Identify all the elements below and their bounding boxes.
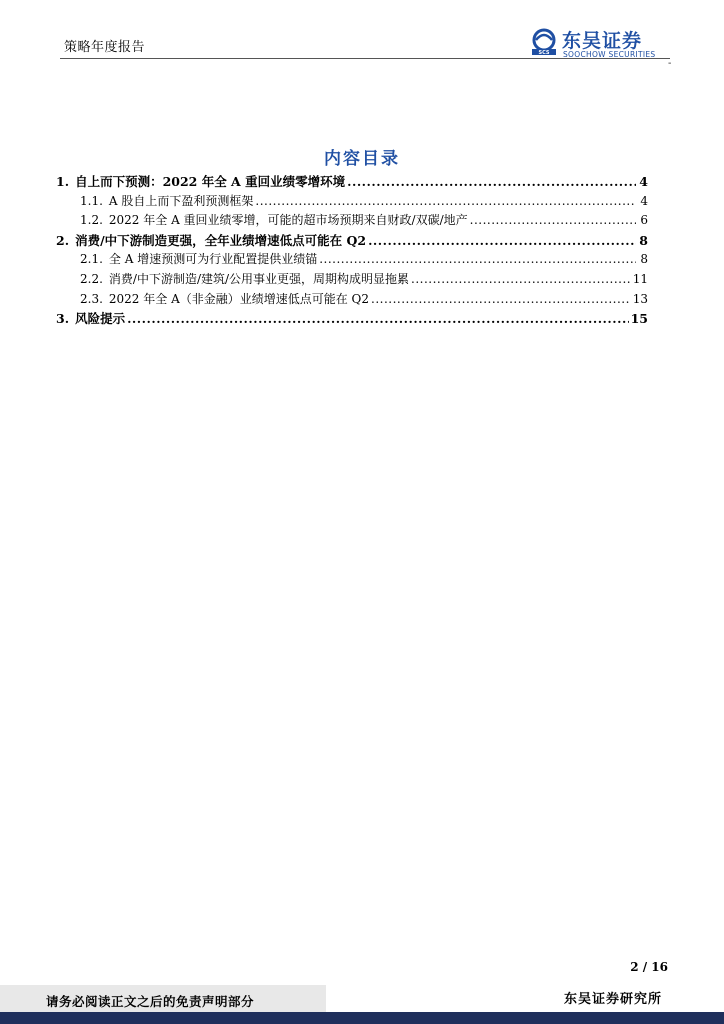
report-type-label: 策略年度报告 [64, 40, 146, 55]
toc-entry-number: 2.3. [80, 291, 103, 306]
toc-entry-page: 8 [640, 252, 648, 267]
toc-title: 内容目录 [324, 149, 400, 169]
toc-entry[interactable] [56, 290, 648, 310]
toc-entry[interactable] [56, 250, 648, 270]
company-logo [530, 26, 680, 62]
footer-bar [0, 1012, 724, 1024]
toc-entry[interactable] [56, 270, 648, 290]
toc-entry[interactable] [56, 172, 648, 192]
toc-entry-number: 3. [56, 311, 70, 327]
toc-entry-text: 风险提示 [75, 311, 126, 327]
toc-entry[interactable] [56, 309, 648, 329]
toc-leader-dots [319, 250, 636, 270]
toc-leader-dots [347, 172, 636, 192]
header-dash: - [668, 58, 672, 69]
toc-leader-dots [411, 270, 631, 290]
toc-entry[interactable] [56, 192, 648, 212]
footer-disclaimer: 请务必阅读正文之后的免责声明部分 [46, 994, 255, 1009]
toc-entry-page: 15 [630, 311, 648, 327]
toc-entry-text: 2022 年全 A（非金融）业绩增速低点可能在 Q2 [108, 291, 370, 306]
header-divider [60, 58, 670, 59]
toc-entry-page: 11 [632, 271, 648, 286]
toc-entry-number: 1. [56, 174, 70, 189]
toc-entry-text: 消费/中下游制造/建筑/公用事业更强，周期构成明显拖累 [108, 271, 410, 286]
table-of-contents [56, 172, 648, 329]
toc-leader-dots [255, 192, 636, 212]
toc-entry-text: 2022 年全 A 重回业绩零增，可能的超市场预期来自财政/双碳/地产 [108, 213, 468, 228]
toc-leader-dots [368, 231, 636, 251]
logo-chinese-name: 东吴证券 [562, 30, 643, 52]
toc-entry[interactable] [56, 211, 648, 231]
toc-leader-dots [127, 309, 629, 329]
toc-entry-number: 2.2. [80, 271, 103, 286]
toc-entry-text: 全 A 增速预测可为行业配置提供业绩锚 [108, 252, 318, 267]
toc-entry-number: 2.1. [80, 252, 103, 267]
toc-leader-dots [371, 290, 631, 310]
toc-entry-text: A 股自上而下盈利预测框架 [108, 193, 254, 208]
toc-entry-page: 6 [640, 213, 648, 228]
toc-entry-page: 4 [640, 193, 648, 208]
toc-entry-number: 1.2. [80, 213, 103, 228]
toc-entry-page: 13 [632, 291, 648, 306]
toc-entry-text: 消费/中下游制造更强，全年业绩增速低点可能在 Q2 [75, 232, 367, 248]
toc-entry-page: 8 [639, 232, 648, 248]
logo-mark-text: SCS [538, 50, 550, 56]
toc-leader-dots [470, 211, 636, 231]
toc-entry-number: 1.1. [80, 193, 103, 208]
logo-mark-icon [530, 28, 558, 56]
page-number: 2 / 16 [630, 960, 668, 974]
toc-entry-number: 2. [56, 232, 70, 248]
logo-english-name: SOOCHOW SECURITIES [563, 50, 656, 59]
toc-entry-page: 4 [639, 174, 648, 189]
footer-institute: 东吴证券研究所 [563, 992, 662, 1007]
toc-entry[interactable] [56, 231, 648, 251]
toc-entry-text: 自上而下预测：2022 年全 A 重回业绩零增环境 [75, 174, 346, 189]
